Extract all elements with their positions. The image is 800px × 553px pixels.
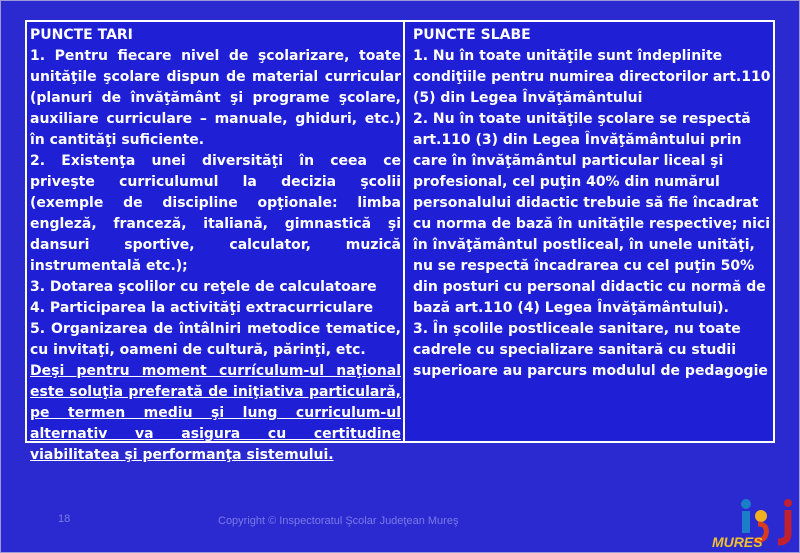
weakness-item-1: 1. Nu în toate unităţile sunt îndeplinite condiţiile pentru numirea directorilor art.110 (5) din Legea Învăţământului	[413, 48, 771, 106]
logo-figure-i	[741, 499, 751, 533]
strength-item-1: 1. Pentru fiecare nivel de şcolarizare, toate unităţile şcolare dispun de material curricular (planuri de învăţământ şi programe şcolare, auxiliare curriculare – manuale, ghiduri, etc.) în cantităţi suficiente.	[30, 48, 401, 148]
logo-text: MURES	[712, 534, 763, 550]
curriculum-note: Deşi pentru moment currículum-ul naţional este soluţia preferată de iniţiativa particulară, pe termen mediu şi lung curriculum-ul alternativ va asigura cu certitudine viabilitatea şi performanţa sistemului.	[30, 363, 401, 463]
strength-item-2: 2. Existenţa unei diversităţi în ceea ce priveşte curriculumul la decizia şcolii (exemple de discipline opţionale: limba engleză, franceză, italiană, gimnastică şi dansuri sportive, calculator, muzică instrumentală etc.);	[30, 153, 401, 274]
strength-item-3: 3. Dotarea şcolilor cu reţele de calculatoare	[30, 279, 377, 295]
weakness-item-2: 2. Nu în toate unităţile şcolare se respectă art.110 (3) din Legea Învăţământului prin care în învăţământul particular liceal şi profesional, cel puţin 40% din numărul personalului didactic trebuie să fie încadrat cu norma de bază în unităţile respective; nici în învăţământul postliceal, în unele unităţi, nu se respectă încadrarea cu cel puţin 50% din posturi cu personal didactic cu normă de bază art.110 (4) Legea Învăţământului).	[413, 111, 771, 316]
strength-item-4: 4. Participarea la activităţi extracurriculare	[30, 300, 374, 316]
weaknesses-cell	[405, 22, 773, 441]
weakness-item-3: 3. În şcolile postliceale sanitare, nu toate cadrele cu specializare sanitară cu studii superioare au parcurs modulul de pedagogie	[413, 321, 768, 379]
strength-item-5: 5. Organizarea de întâlniri metodice tematice, cu invitaţi, oameni de cultură, părinţi, etc.	[30, 321, 401, 358]
copyright-text: Copyright © Inspectoratul Şcolar Judeţean Mureş	[218, 515, 459, 527]
weaknesses-heading: PUNCTE SLABE	[413, 27, 531, 43]
strengths-heading: PUNCTE TARI	[30, 27, 133, 43]
ismures-logo	[708, 494, 798, 550]
strengths-cell	[27, 22, 403, 463]
swot-table	[25, 20, 775, 463]
logo-figure-j	[778, 499, 792, 542]
slide-number: 18	[58, 513, 71, 525]
